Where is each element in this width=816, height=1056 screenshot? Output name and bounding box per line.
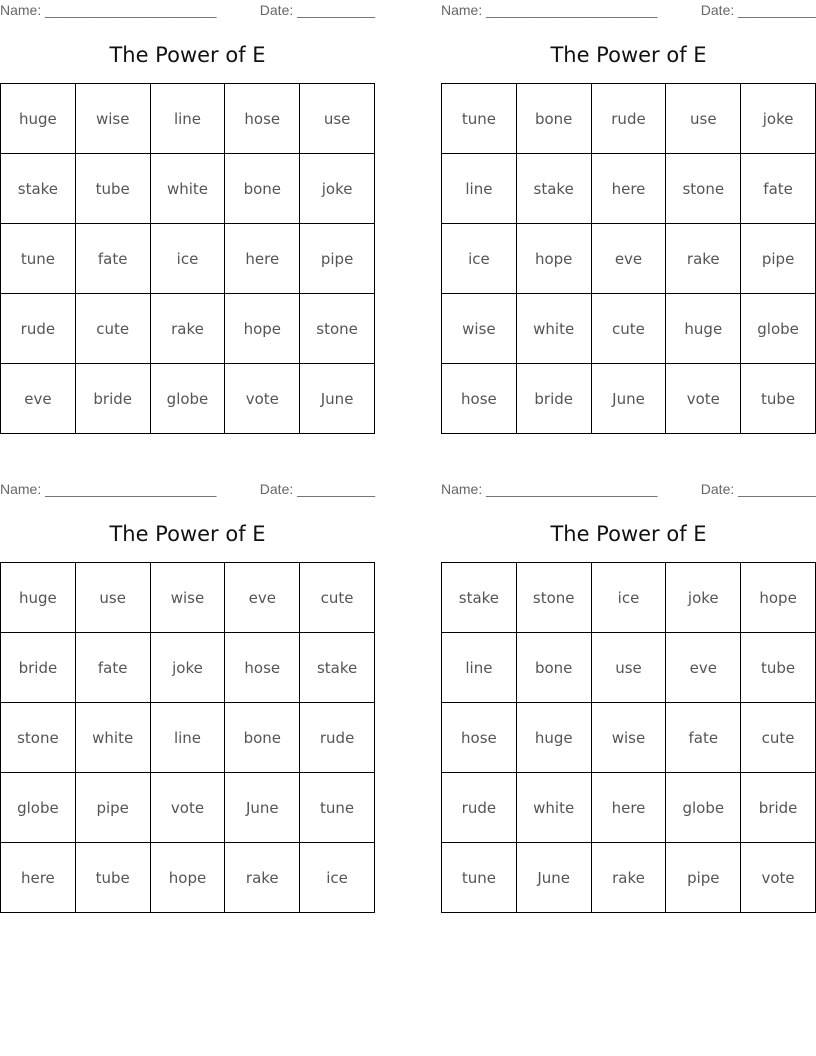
grid-row [1,563,375,633]
grid-cell[interactable]: wise [150,563,225,633]
bingo-card-4 [441,479,816,913]
grid-cell[interactable]: line [150,84,225,154]
grid-cell[interactable]: line [442,633,517,703]
grid-cell[interactable]: use [666,84,741,154]
grid-cell[interactable]: use [300,84,375,154]
grid-row [442,773,816,843]
grid-cell[interactable]: stone [516,563,591,633]
grid-cell[interactable]: white [75,703,150,773]
grid-cell[interactable]: hose [225,633,300,703]
grid-row [1,224,375,294]
grid-cell[interactable]: tube [741,633,816,703]
grid-cell[interactable]: rake [666,224,741,294]
grid-cell[interactable]: hope [225,294,300,364]
grid-cell[interactable]: bone [516,84,591,154]
name-date-header [441,0,816,22]
grid-cell[interactable]: pipe [300,224,375,294]
grid-row [1,294,375,364]
grid-cell[interactable]: globe [150,364,225,434]
grid-cell[interactable]: here [225,224,300,294]
name-field[interactable]: Name: ______________________ [441,481,658,497]
grid-cell[interactable]: white [516,773,591,843]
bingo-card-2 [441,0,816,434]
grid-cell[interactable]: stake [442,563,517,633]
grid-cell[interactable]: tune [442,843,517,913]
grid-cell[interactable]: tube [75,843,150,913]
grid-cell[interactable]: ice [300,843,375,913]
grid-cell[interactable]: joke [300,154,375,224]
date-field[interactable]: Date: __________ [700,2,816,18]
grid-row [1,843,375,913]
grid-cell[interactable]: huge [1,84,76,154]
grid-row [1,154,375,224]
grid-cell[interactable]: June [225,773,300,843]
name-field[interactable]: Name: ______________________ [441,2,658,18]
grid-row [442,224,816,294]
grid-cell[interactable]: rake [150,294,225,364]
grid-cell[interactable]: pipe [666,843,741,913]
grid-cell[interactable]: white [150,154,225,224]
grid-cell[interactable]: cute [300,563,375,633]
grid-cell[interactable]: eve [1,364,76,434]
grid-row [1,773,375,843]
card-title: The Power of E [109,522,266,546]
grid-row [442,633,816,703]
grid-cell[interactable]: use [75,563,150,633]
grid-cell[interactable]: fate [75,633,150,703]
card-title: The Power of E [550,43,707,67]
grid-cell[interactable]: ice [442,224,517,294]
grid-cell[interactable]: joke [741,84,816,154]
grid-cell[interactable]: bone [225,154,300,224]
grid-cell[interactable]: joke [666,563,741,633]
grid-cell[interactable]: huge [666,294,741,364]
grid-cell[interactable]: rude [300,703,375,773]
grid-cell[interactable]: here [591,154,666,224]
grid-cell[interactable]: tune [1,224,76,294]
grid-row [1,84,375,154]
grid-cell[interactable]: eve [225,563,300,633]
grid-row [442,84,816,154]
grid-cell[interactable]: use [591,633,666,703]
grid-cell[interactable]: stake [516,154,591,224]
grid-cell[interactable]: fate [741,154,816,224]
grid-cell[interactable]: June [300,364,375,434]
grid-cell[interactable]: white [516,294,591,364]
grid-row [442,703,816,773]
grid-cell[interactable]: line [442,154,517,224]
grid-cell[interactable]: June [591,364,666,434]
card-title: The Power of E [550,522,707,546]
grid-cell[interactable]: rude [591,84,666,154]
grid-cell[interactable]: eve [666,633,741,703]
grid-cell[interactable]: rake [225,843,300,913]
grid-cell[interactable]: wise [591,703,666,773]
grid-cell[interactable]: fate [666,703,741,773]
grid-cell[interactable]: pipe [741,224,816,294]
grid-cell[interactable]: bone [225,703,300,773]
grid-row [1,703,375,773]
word-grid [441,562,816,913]
word-grid [0,83,375,434]
grid-cell[interactable]: cute [591,294,666,364]
grid-cell[interactable]: eve [591,224,666,294]
name-date-header [0,0,375,22]
date-field[interactable]: Date: __________ [700,481,816,497]
grid-cell[interactable]: stone [1,703,76,773]
grid-cell[interactable]: bride [75,364,150,434]
grid-row [442,294,816,364]
bingo-card-3 [0,479,375,913]
name-field[interactable]: Name: ______________________ [0,481,217,497]
name-field[interactable]: Name: ______________________ [0,2,217,18]
grid-cell[interactable]: vote [225,364,300,434]
grid-cell[interactable]: line [150,703,225,773]
grid-cell[interactable]: tube [741,364,816,434]
grid-cell[interactable]: huge [516,703,591,773]
grid-cell[interactable]: huge [1,563,76,633]
grid-cell[interactable]: tube [75,154,150,224]
grid-cell[interactable]: vote [741,843,816,913]
grid-cell[interactable]: stone [300,294,375,364]
grid-cell[interactable]: vote [150,773,225,843]
grid-cell[interactable]: stake [300,633,375,703]
grid-cell[interactable]: bone [516,633,591,703]
grid-cell[interactable]: globe [666,773,741,843]
name-date-header [0,479,375,501]
grid-cell[interactable]: bride [741,773,816,843]
grid-cell[interactable]: rude [442,773,517,843]
grid-cell[interactable]: globe [1,773,76,843]
bingo-card-1 [0,0,375,434]
grid-cell[interactable]: wise [442,294,517,364]
card-title: The Power of E [109,43,266,67]
grid-cell[interactable]: fate [75,224,150,294]
grid-cell[interactable]: hose [442,364,517,434]
grid-cell[interactable]: hose [225,84,300,154]
grid-cell[interactable]: bride [516,364,591,434]
grid-cell[interactable]: pipe [75,773,150,843]
grid-cell[interactable]: bride [1,633,76,703]
grid-cell[interactable]: rake [591,843,666,913]
grid-row [442,154,816,224]
grid-cell[interactable]: globe [741,294,816,364]
name-date-header [441,479,816,501]
grid-cell[interactable]: vote [666,364,741,434]
grid-cell[interactable]: June [516,843,591,913]
word-grid [0,562,375,913]
grid-cell[interactable]: cute [75,294,150,364]
grid-row [442,843,816,913]
grid-cell[interactable]: tune [442,84,517,154]
grid-cell[interactable]: ice [591,563,666,633]
grid-row [442,563,816,633]
grid-cell[interactable]: hope [516,224,591,294]
word-grid [441,83,816,434]
grid-cell[interactable]: joke [150,633,225,703]
grid-cell[interactable]: stone [666,154,741,224]
grid-row [1,364,375,434]
grid-cell[interactable]: hope [150,843,225,913]
grid-cell[interactable]: hope [741,563,816,633]
grid-cell[interactable]: here [591,773,666,843]
grid-cell[interactable]: hose [442,703,517,773]
date-field[interactable]: Date: __________ [259,481,375,497]
grid-cell[interactable]: stake [1,154,76,224]
date-field[interactable]: Date: __________ [259,2,375,18]
grid-cell[interactable]: rude [1,294,76,364]
grid-cell[interactable]: here [1,843,76,913]
grid-row [1,633,375,703]
grid-row [442,364,816,434]
grid-cell[interactable]: cute [741,703,816,773]
grid-cell[interactable]: ice [150,224,225,294]
grid-cell[interactable]: tune [300,773,375,843]
grid-cell[interactable]: wise [75,84,150,154]
